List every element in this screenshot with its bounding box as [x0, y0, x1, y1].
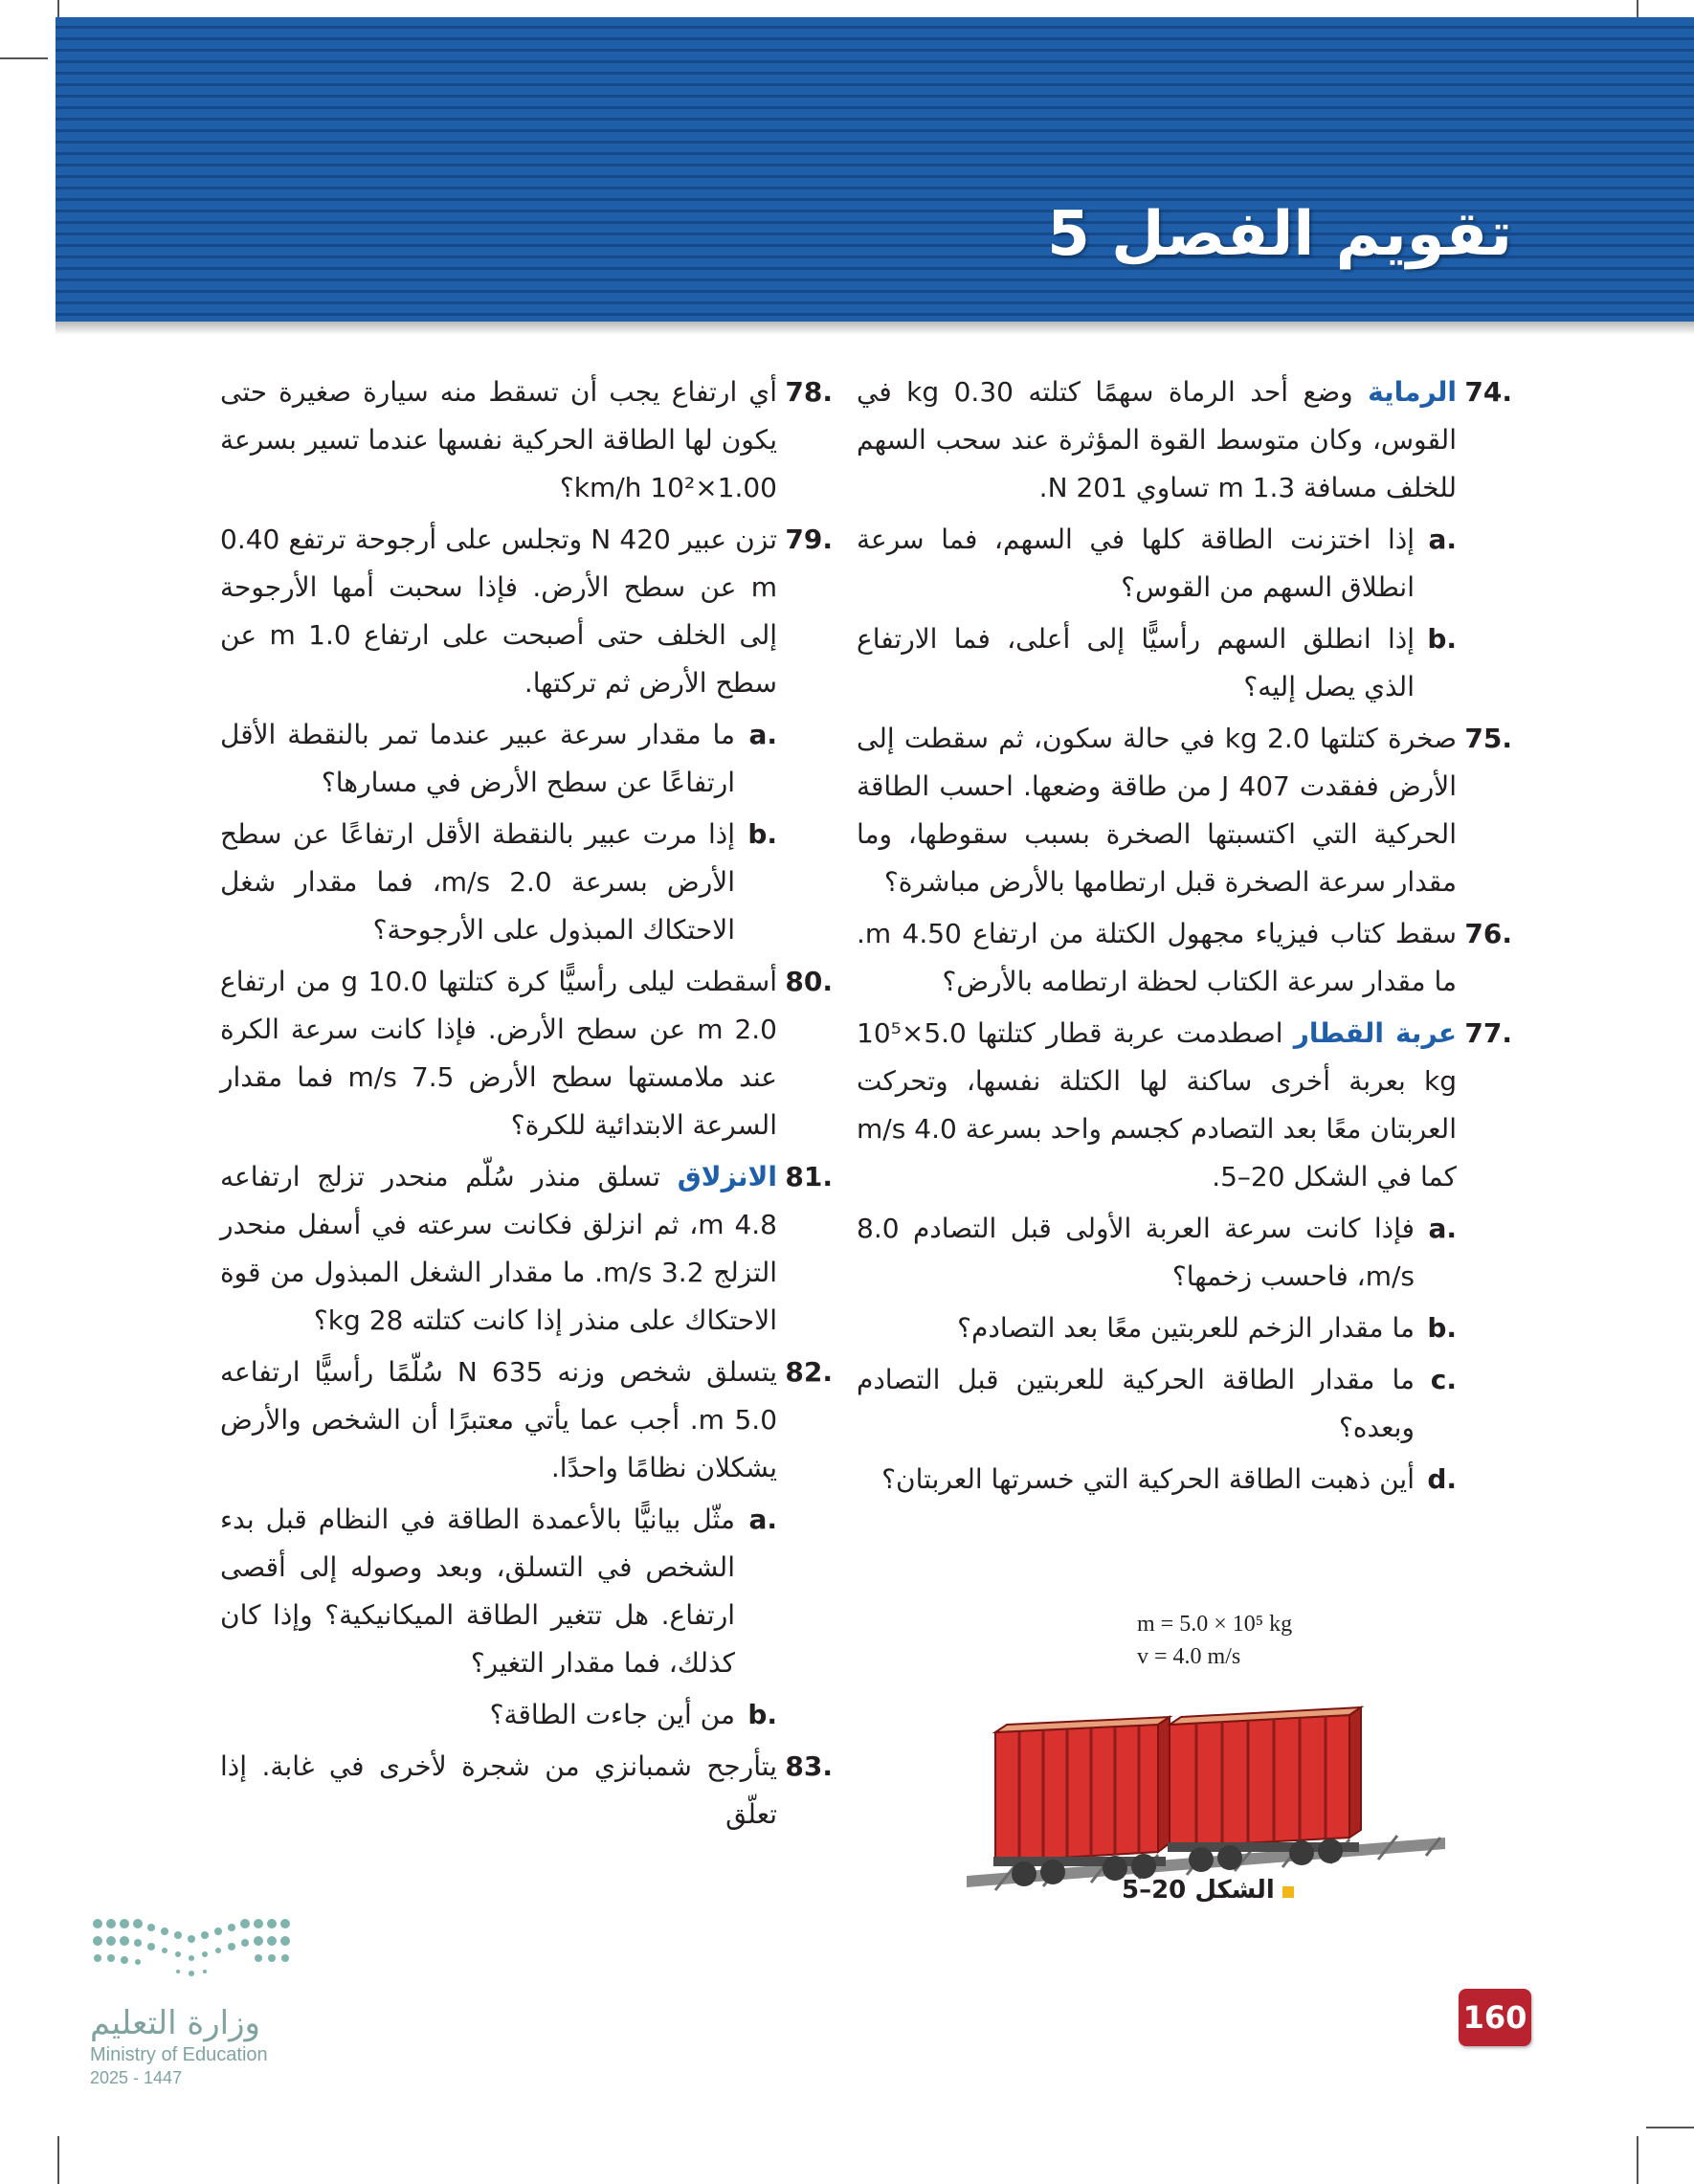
sub-question	[857, 1456, 1457, 1504]
question-number: 79.	[785, 524, 833, 555]
sub-question	[857, 516, 1457, 612]
sub-question-text: ما مقدار الزخم للعربتين معًا بعد التصادم؟	[957, 1312, 1415, 1344]
sub-question	[857, 1304, 1457, 1352]
question-number: 78.	[785, 376, 833, 408]
question-text: أي ارتفاع يجب أن تسقط منه سيارة صغيرة حتى يكون لها الطاقة الحركية نفسها عندما تسير بسرعة 1.00×10² km/h؟	[220, 376, 777, 503]
question-number: 80.	[785, 966, 833, 997]
right-column	[857, 368, 1512, 1507]
sub-question-text: أين ذهبت الطاقة الحركية التي خسرتها العربتان؟	[881, 1463, 1415, 1495]
velocity-label: v = 4.0 m/s	[1137, 1644, 1241, 1669]
question-number: 82.	[785, 1356, 833, 1388]
chapter-title: تقويم الفصل 5	[1047, 199, 1512, 270]
question-75	[857, 715, 1512, 906]
question-text: اصطدمت عربة قطار كتلتها 5.0×10⁵ kg بعربة أخرى ساكنة لها الكتلة نفسها، وتحركت العربتان معًا بعد التصادم كجسم واحد بسرعة 4.0 m/s كما في الشكل 20–5.	[857, 1017, 1457, 1192]
sub-question-letter: a.	[748, 719, 777, 750]
sub-question-letter: b.	[747, 818, 777, 850]
question-keyword: عربة القطار	[1293, 1017, 1457, 1049]
question-text: صخرة كتلتها 2.0 kg في حالة سكون، ثم سقطت إلى الأرض ففقدت 407 J من طاقة وضعها. احسب الطاقة الحركية التي اكتسبتها الصخرة بسبب سقوطها، وما مقدار سرعة الصخرة قبل ارتطامها بالأرض مباشرة؟	[857, 723, 1457, 898]
sub-question	[857, 615, 1457, 711]
question-number: 75.	[1464, 723, 1512, 754]
sub-question-letter: b.	[1427, 623, 1457, 655]
question-text: يتأرجح شمبانزي من شجرة لأخرى في غابة. إذا تعلّق	[220, 1750, 777, 1830]
sub-question-letter: a.	[1428, 524, 1457, 555]
sub-question-letter: c.	[1430, 1364, 1457, 1395]
figure-labels	[1137, 1608, 1292, 1673]
question-82	[220, 1348, 833, 1492]
sub-question-text: إذا اختزنت الطاقة كلها في السهم، فما سرعة انطلاق السهم من القوس؟	[857, 524, 1415, 603]
question-76	[857, 910, 1512, 1006]
header-banner	[56, 17, 1694, 322]
question-text: سقط كتاب فيزياء مجهول الكتلة من ارتفاع 4.50 m. ما مقدار سرعة الكتاب لحظة ارتطامه بالأرض؟	[857, 918, 1457, 997]
question-number: 74.	[1464, 376, 1512, 408]
sub-question-text: إذا مرت عبير بالنقطة الأقل ارتفاعًا عن سطح الأرض بسرعة 2.0 m/s، فما مقدار شغل الاحتكاك المبذول على الأرجوحة؟	[220, 818, 735, 946]
question-text: أسقطت ليلى رأسيًّا كرة كتلتها 10.0 g من ارتفاع 2.0 m عن سطح الأرض. فإذا كانت سرعة الكرة عند ملامستها سطح الأرض 7.5 m/s فما مقدار السرعة الابتدائية للكرة؟	[220, 966, 777, 1141]
question-81	[220, 1153, 833, 1345]
question-keyword: الرماية	[1368, 376, 1457, 408]
sub-question	[220, 711, 777, 807]
sub-question	[857, 1356, 1457, 1452]
sub-question-letter: d.	[1427, 1463, 1457, 1495]
ministry-name-ar: وزارة التعليم	[90, 2004, 260, 2042]
train-car-right	[1168, 1707, 1361, 1872]
question-78	[220, 368, 833, 512]
question-80	[220, 958, 833, 1149]
question-number: 83.	[785, 1750, 833, 1782]
question-77	[857, 1010, 1512, 1201]
crop-mark	[57, 2136, 59, 2184]
page-number: 160	[1459, 1989, 1531, 2046]
caption-square-icon	[1282, 1886, 1294, 1898]
ministry-logo	[90, 1914, 310, 2088]
crop-mark	[1637, 2136, 1638, 2184]
question-text: تزن عبير 420 N وتجلس على أرجوحة ترتفع 0.40 m عن سطح الأرض. فإذا سحبت أمها الأرجوحة إلى الخلف حتى أصبحت على ارتفاع 1.0 m عن سطح الأرض ثم تركتها.	[220, 524, 778, 699]
question-number: 77.	[1464, 1017, 1512, 1049]
sub-question	[857, 1205, 1457, 1301]
sub-question	[220, 1691, 777, 1739]
ministry-name-en: Ministry of Education	[90, 2044, 268, 2065]
question-text: وضع أحد الرماة سهمًا كتلته 0.30 kg في القوس، وكان متوسط القوة المؤثرة عند سحب السهم للخلف مسافة 1.3 m تساوي 201 N.	[857, 376, 1457, 503]
ministry-dots-icon	[90, 1914, 301, 1993]
ministry-year: 2025 - 1447	[90, 2068, 183, 2087]
question-keyword: الانزلاق	[677, 1161, 777, 1192]
mass-label: m = 5.0 × 10⁵ kg	[1137, 1612, 1293, 1637]
sub-question	[220, 811, 777, 954]
sub-question-text: من أين جاءت الطاقة؟	[489, 1699, 735, 1730]
sub-question-text: ما مقدار الطاقة الحركية للعربتين قبل التصادم وبعده؟	[857, 1364, 1415, 1443]
crop-mark	[1646, 2127, 1694, 2128]
question-number: 81.	[785, 1161, 833, 1192]
figure-caption	[1122, 1876, 1294, 1905]
left-column	[220, 368, 833, 1842]
train-car-left	[993, 1717, 1170, 1886]
sub-question-text: مثّل بيانيًّا بالأعمدة الطاقة في النظام قبل بدء الشخص في التسلق، وبعد وصوله إلى أقصى ارتفاع. هل تتغير الطاقة الميكانيكية؟ وإذا كان كذلك، فما مقدار التغير؟	[220, 1504, 735, 1679]
sub-question-letter: b.	[747, 1699, 777, 1730]
sub-question	[220, 1496, 777, 1687]
figure-caption-text: الشكل 20–5	[1122, 1876, 1275, 1905]
question-text: يتسلق شخص وزنه 635 N سُلّمًا رأسيًّا ارتفاعه 5.0 m. أجب عما يأتي معتبرًا أن الشخص والأرض يشكلان نظامًا واحدًا.	[220, 1356, 778, 1483]
sub-question-letter: a.	[748, 1504, 777, 1535]
question-text: تسلق منذر سُلّم منحدر تزلج ارتفاعه 4.8 m، ثم انزلق فكانت سرعته في أسفل منحدر التزلج 3.2 m/s. ما مقدار الشغل المبذول من قوة الاحتكاك على منذر إذا كانت كتلته 28 kg؟	[220, 1161, 778, 1336]
sub-question-text: فإذا كانت سرعة العربة الأولى قبل التصادم 8.0 m/s، فاحسب زخمها؟	[857, 1213, 1415, 1292]
sub-question-text: ما مقدار سرعة عبير عندما تمر بالنقطة الأقل ارتفاعًا عن سطح الأرض في مسارها؟	[220, 719, 735, 798]
question-number: 76.	[1464, 918, 1512, 949]
sub-question-letter: b.	[1427, 1312, 1457, 1344]
question-79	[220, 516, 833, 707]
question-83	[220, 1743, 833, 1839]
question-74	[857, 368, 1512, 512]
sub-question-letter: a.	[1428, 1213, 1457, 1244]
sub-question-text: إذا انطلق السهم رأسيًّا إلى أعلى، فما الارتفاع الذي يصل إليه؟	[857, 623, 1415, 702]
crop-mark	[0, 57, 48, 59]
